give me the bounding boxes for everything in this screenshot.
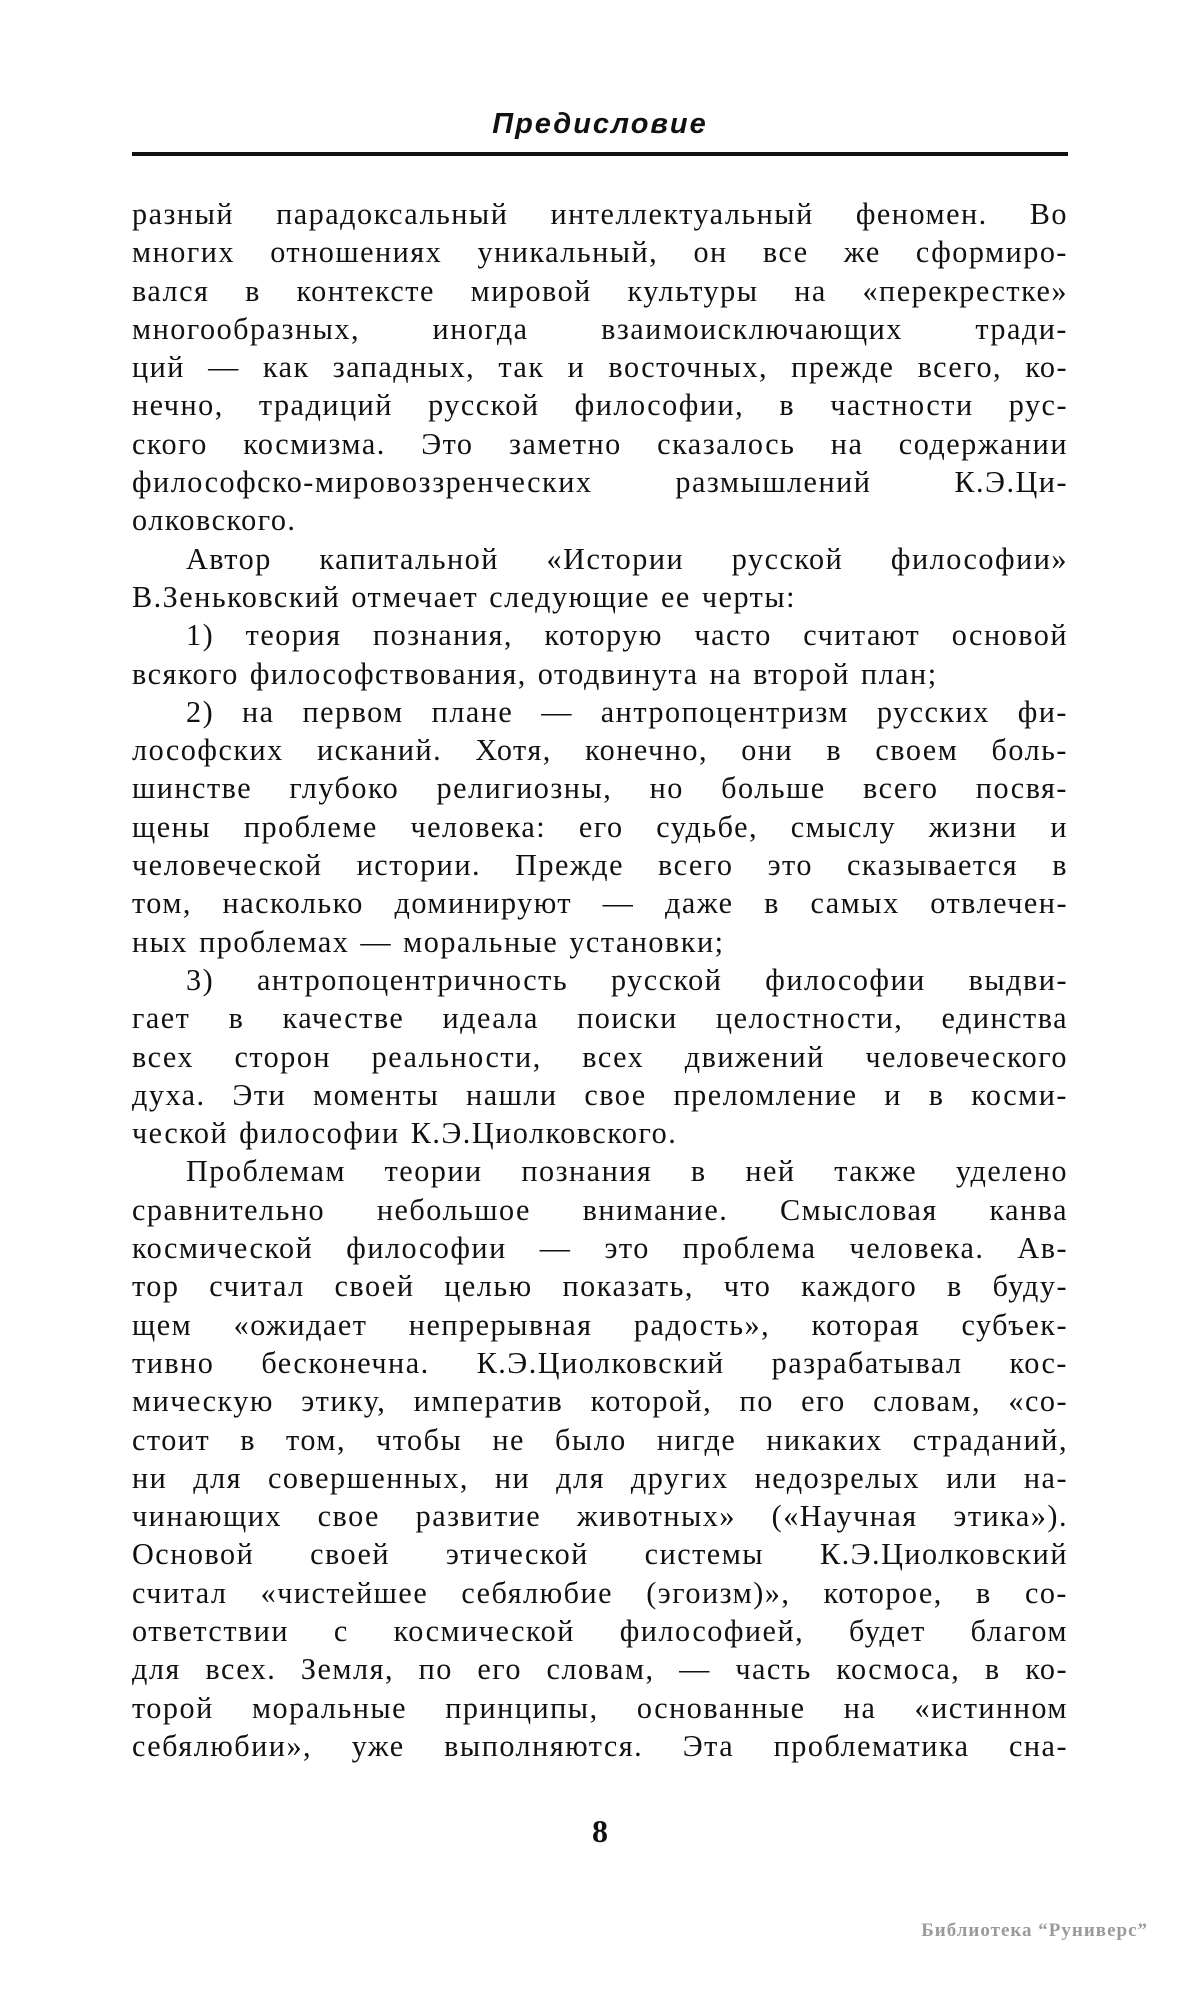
text-line: для всех. Земля, по его словам, — часть космоса, в ко- [132, 1652, 1068, 1687]
text-line: космической философии — это проблема человека. Ав- [132, 1231, 1068, 1266]
text-line: человеческой истории. Прежде всего это сказывается в [132, 848, 1068, 883]
text-line: гает в качестве идеала поиски целостности, единства [132, 1001, 1068, 1036]
text-line: вался в контексте мировой культуры на «перекрестке» [132, 273, 1068, 308]
text-line: ского космизма. Это заметно сказалось на содержании [132, 426, 1068, 461]
paragraph-1 [132, 195, 1068, 540]
paragraph-5 [132, 961, 1068, 1152]
running-title: Предисловие [492, 108, 708, 140]
text-line: тивно бесконечна. К.Э.Циолковский разрабатывал кос- [132, 1345, 1068, 1380]
library-watermark: Библиотека “Руниверс” [921, 1920, 1148, 1941]
text-line: всех сторон реальности, всех движений человеческого [132, 1039, 1068, 1074]
paragraph-6 [132, 1152, 1068, 1765]
text-line: щем «ожидает непрерывная радость», которая субъек- [132, 1307, 1068, 1342]
text-line: щены проблеме человека: его судьбе, смыслу жизни и [132, 809, 1068, 844]
text-line: ческой философии К.Э.Циолковского. [132, 1116, 678, 1151]
text-line: Проблемам теории познания в ней также уделено [186, 1154, 1068, 1189]
body-text [132, 195, 1068, 1765]
text-line: многих отношениях уникальный, он все же сформиро- [132, 235, 1068, 270]
text-line: Автор капитальной «Истории русской философии» [186, 541, 1068, 576]
text-line: шинстве глубоко религиозны, но больше всего посвя- [132, 771, 1068, 806]
text-line: 1) теория познания, которую часто считают основой [186, 618, 1068, 653]
text-line: том, насколько доминируют — даже в самых отвлечен- [132, 886, 1068, 921]
text-line: 2) на первом плане — антропоцентризм русских фи- [186, 694, 1068, 729]
text-line: всякого философствования, отодвинута на второй план; [132, 656, 938, 691]
text-line: философско-мировоззренческих размышлений К.Э.Ци- [132, 465, 1068, 500]
text-line: торой моральные принципы, основанные на «истинном [132, 1690, 1068, 1725]
text-line: 3) антропоцентричность русской философии выдви- [186, 962, 1068, 997]
text-line: нечно, традиций русской философии, в частности рус- [132, 388, 1068, 423]
text-line: ций — как западных, так и восточных, прежде всего, ко- [132, 350, 1068, 385]
paragraph-4 [132, 693, 1068, 961]
header-rule [132, 152, 1068, 156]
text-line: ни для совершенных, ни для других недозрелых или на- [132, 1460, 1068, 1495]
text-line: мическую этику, императив которой, по его словам, «со- [132, 1384, 1068, 1419]
text-line: В.Зеньковский отмечает следующие ее черты: [132, 579, 797, 614]
text-line: Основой своей этической системы К.Э.Циолковский [132, 1537, 1068, 1572]
text-line: стоит в том, чтобы не было нигде никаких страданий, [132, 1422, 1068, 1457]
text-line: чинающих свое развитие животных» («Научная этика»). [132, 1499, 1068, 1534]
text-line: многообразных, иногда взаимоисключающих тради- [132, 311, 1068, 346]
text-line: ответствии с космической философией, будет благом [132, 1613, 1068, 1648]
text-line: себялюбии», уже выполняются. Эта проблематика сна- [132, 1728, 1068, 1763]
text-line: тор считал своей целью показать, что каждого в буду- [132, 1269, 1068, 1304]
text-line: лософских исканий. Хотя, конечно, они в своем боль- [132, 733, 1068, 768]
text-line: разный парадоксальный интеллектуальный феномен. Во [132, 197, 1068, 231]
paragraph-3 [132, 616, 1068, 693]
page-number: 8 [592, 1813, 608, 1849]
text-line: олковского. [132, 503, 297, 538]
text-line: ных проблемах — моральные установки; [132, 924, 725, 959]
paragraph-2 [132, 540, 1068, 617]
text-line: сравнительно небольшое внимание. Смысловая канва [132, 1192, 1068, 1227]
text-line: духа. Эти моменты нашли свое преломление и в косми- [132, 1077, 1068, 1112]
text-line: считал «чистейшее себялюбие (эгоизм)», которое, в со- [132, 1575, 1068, 1610]
